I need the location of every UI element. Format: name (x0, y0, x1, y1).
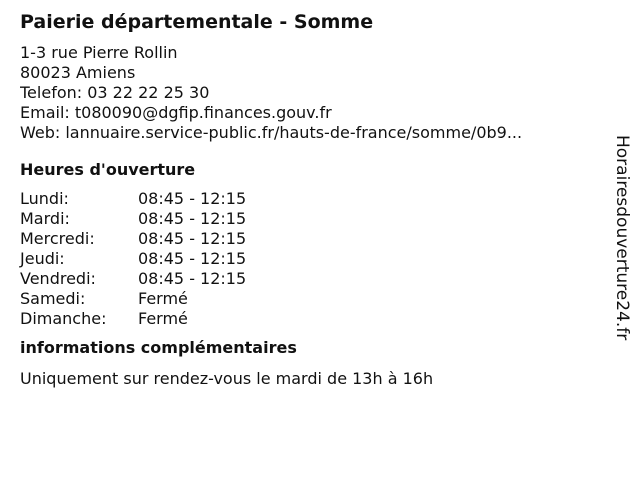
hours-row-thursday (20, 249, 590, 269)
day-label: Vendredi: (20, 269, 96, 288)
address-street: 1-3 rue Pierre Rollin (20, 43, 178, 62)
office-card (20, 10, 590, 389)
address-city: 80023 Amiens (20, 63, 136, 82)
contact-block (20, 43, 590, 143)
day-label: Lundi: (20, 189, 69, 208)
time-value: Fermé (138, 289, 188, 308)
email-link[interactable]: Email: t080090@dgfip.finances.gouv.fr (20, 103, 332, 122)
page-title: Paierie départementale - Somme (20, 11, 374, 33)
additional-info-heading: informations complémentaires (20, 338, 297, 357)
time-value: 08:45 - 12:15 (138, 269, 247, 288)
day-label: Mercredi: (20, 229, 95, 248)
opening-hours-heading: Heures d'ouverture (20, 160, 196, 179)
hours-row-monday (20, 189, 590, 209)
day-label: Samedi: (20, 289, 86, 308)
time-value: 08:45 - 12:15 (138, 209, 247, 228)
time-value: 08:45 - 12:15 (138, 249, 247, 268)
hours-row-tuesday (20, 209, 590, 229)
additional-info-text: Uniquement sur rendez-vous le mardi de 13h à 16h (20, 369, 434, 388)
day-label: Dimanche: (20, 309, 107, 328)
hours-row-sunday (20, 309, 590, 329)
hours-row-saturday (20, 289, 590, 309)
website-link[interactable]: Web: lannuaire.service-public.fr/hauts-de-france/somme/0b9... (20, 123, 523, 142)
time-value: Fermé (138, 309, 188, 328)
opening-hours-table (20, 189, 590, 329)
day-label: Mardi: (20, 209, 70, 228)
brand-watermark: Horairesdouverture24.fr (612, 135, 632, 341)
day-label: Jeudi: (20, 249, 65, 268)
time-value: 08:45 - 12:15 (138, 189, 247, 208)
phone-number[interactable]: Telefon: 03 22 22 25 30 (20, 83, 210, 102)
hours-row-friday (20, 269, 590, 289)
hours-row-wednesday (20, 229, 590, 249)
time-value: 08:45 - 12:15 (138, 229, 247, 248)
